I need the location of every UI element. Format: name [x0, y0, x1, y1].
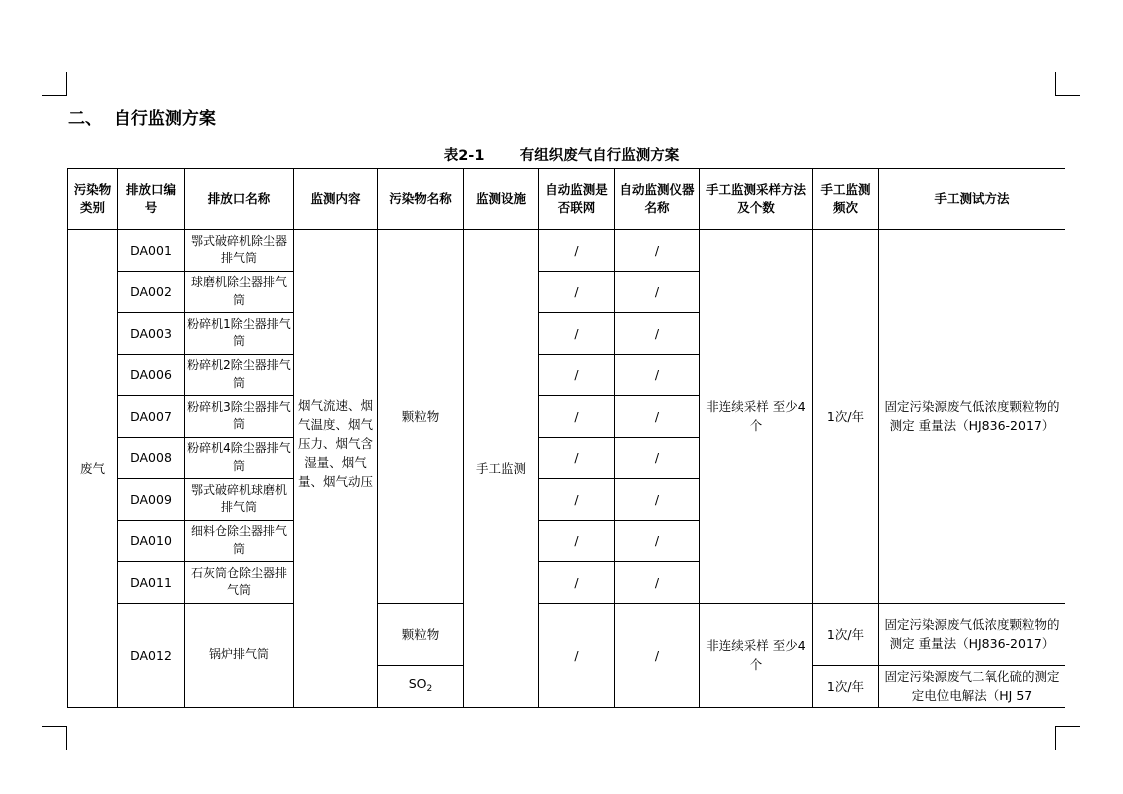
auto-instrument-cell: /: [615, 313, 700, 355]
outlet-code: DA002: [118, 271, 185, 313]
crop-mark-top-left: [66, 72, 67, 96]
auto-instrument-cell: /: [615, 479, 700, 521]
auto-networked-cell: /: [539, 354, 615, 396]
outlet-code: DA001: [118, 230, 185, 272]
auto-networked-cell: /: [539, 603, 615, 707]
header-cell: 手工监测采样方法及个数: [700, 169, 813, 230]
outlet-code: DA006: [118, 354, 185, 396]
outlet-name: 鄂式破碎机球磨机排气筒: [185, 479, 294, 521]
section-title: 二、 自行监测方案: [68, 109, 216, 129]
pollutant-cell: 颗粒物: [378, 603, 464, 665]
crop-mark-top-right: [1055, 95, 1080, 96]
auto-networked-cell: /: [539, 437, 615, 479]
table-header-row: [68, 169, 1066, 230]
header-cell: 手工测试方法: [879, 169, 1066, 230]
frequency-cell: 1次/年: [813, 665, 879, 707]
crop-mark-bottom-left: [66, 726, 67, 750]
table-caption: 表2-1 有组织废气自行监测方案: [443, 148, 680, 164]
auto-instrument-cell: /: [615, 520, 700, 562]
header-cell: 排放口编号: [118, 169, 185, 230]
auto-networked-cell: /: [539, 562, 615, 604]
outlet-code: DA008: [118, 437, 185, 479]
auto-instrument-cell: /: [615, 562, 700, 604]
sampling-cell: 非连续采样 至少4个: [700, 603, 813, 707]
outlet-code: DA010: [118, 520, 185, 562]
pollutant-cell: [378, 665, 464, 707]
frequency-cell: 1次/年: [813, 603, 879, 665]
outlet-name: 鄂式破碎机除尘器排气筒: [185, 230, 294, 272]
outlet-name: 粉碎机4除尘器排气筒: [185, 437, 294, 479]
table-row: [68, 603, 1066, 665]
method-cell: 固定污染源废气低浓度颗粒物的测定 重量法（HJ836-2017）: [879, 603, 1066, 665]
header-cell: 污染物名称: [378, 169, 464, 230]
auto-instrument-cell: /: [615, 230, 700, 272]
auto-networked-cell: /: [539, 271, 615, 313]
header-cell: 手工监测频次: [813, 169, 879, 230]
pollutant-so2-main: SO: [408, 675, 427, 691]
monitoring-content-cell: 烟气流速、烟气温度、烟气压力、烟气含湿量、烟气量、烟气动压: [294, 230, 378, 708]
facility-cell: 手工监测: [464, 230, 539, 708]
outlet-name: 球磨机除尘器排气筒: [185, 271, 294, 313]
auto-instrument-cell: /: [615, 271, 700, 313]
auto-instrument-cell: /: [615, 603, 700, 707]
outlet-name: 粉碎机1除尘器排气筒: [185, 313, 294, 355]
outlet-name: 粉碎机3除尘器排气筒: [185, 396, 294, 438]
header-cell: 监测设施: [464, 169, 539, 230]
pollutant-so2-subscript: 2: [426, 683, 433, 694]
method-cell: 固定污染源废气低浓度颗粒物的测定 重量法（HJ836-2017）: [879, 230, 1066, 604]
header-cell: 自动监测是否联网: [539, 169, 615, 230]
outlet-code: DA011: [118, 562, 185, 604]
sampling-cell: 非连续采样 至少4个: [700, 230, 813, 604]
outlet-code: DA003: [118, 313, 185, 355]
crop-mark-bottom-left: [42, 726, 67, 727]
monitoring-table: [67, 168, 1065, 708]
auto-instrument-cell: /: [615, 396, 700, 438]
auto-instrument-cell: /: [615, 437, 700, 479]
auto-networked-cell: /: [539, 313, 615, 355]
frequency-cell: 1次/年: [813, 230, 879, 604]
pollutant-cell: 颗粒物: [378, 230, 464, 604]
header-cell: 监测内容: [294, 169, 378, 230]
auto-instrument-cell: /: [615, 354, 700, 396]
crop-mark-bottom-right: [1055, 726, 1056, 750]
monitoring-table-container: [67, 168, 1065, 710]
outlet-name: 石灰筒仓除尘器排气筒: [185, 562, 294, 604]
outlet-code: DA012: [118, 603, 185, 707]
table-row: [68, 230, 1066, 272]
auto-networked-cell: /: [539, 479, 615, 521]
outlet-name: 粉碎机2除尘器排气筒: [185, 354, 294, 396]
outlet-code: DA007: [118, 396, 185, 438]
crop-mark-bottom-right: [1055, 726, 1080, 727]
outlet-name: 细料仓除尘器排气筒: [185, 520, 294, 562]
header-cell: 自动监测仪器名称: [615, 169, 700, 230]
header-cell: 污染物类别: [68, 169, 118, 230]
method-cell: 固定污染源废气二氧化硫的测定 定电位电解法（HJ 57: [879, 665, 1066, 707]
auto-networked-cell: /: [539, 396, 615, 438]
outlet-code: DA009: [118, 479, 185, 521]
header-cell: 排放口名称: [185, 169, 294, 230]
outlet-name: 锅炉排气筒: [185, 603, 294, 707]
auto-networked-cell: /: [539, 520, 615, 562]
auto-networked-cell: /: [539, 230, 615, 272]
crop-mark-top-left: [42, 95, 67, 96]
crop-mark-top-right: [1055, 72, 1056, 96]
category-cell: 废气: [68, 230, 118, 708]
